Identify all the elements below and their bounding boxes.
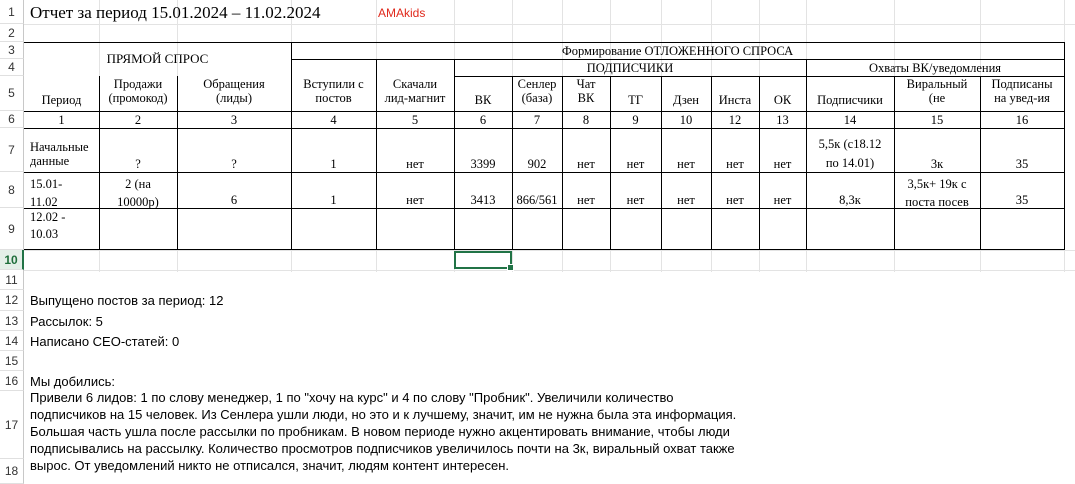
row-header-6[interactable]: 6: [0, 111, 24, 128]
row-header-18[interactable]: 18: [0, 459, 24, 484]
header-subscribers[interactable]: ПОДПИСЧИКИ: [586, 61, 674, 75]
col-header-reach-subscribers[interactable]: Подписчики: [817, 93, 883, 107]
table-cell[interactable]: нет: [626, 157, 645, 171]
table-cell[interactable]: 1: [330, 157, 337, 171]
col-header-tg[interactable]: ТГ: [628, 93, 643, 107]
col-number[interactable]: 13: [776, 113, 789, 127]
table-cell[interactable]: 35: [1015, 193, 1029, 207]
col-header-sales[interactable]: Продажи (промокод): [108, 77, 168, 105]
row-header-1[interactable]: 1: [0, 0, 24, 24]
table-cell-period[interactable]: Начальные данные: [30, 140, 89, 168]
col-header-lead-magnet[interactable]: Скачали лид-магнит: [384, 77, 446, 105]
table-cell[interactable]: ?: [231, 157, 237, 171]
report-title[interactable]: Отчет за период 15.01.2024 – 11.02.2024: [30, 3, 321, 22]
table-border: [24, 172, 1065, 173]
row-header-2[interactable]: 2: [0, 24, 24, 42]
header-deferred-demand[interactable]: Формирование ОТЛОЖЕННОГО СПРОСА: [561, 44, 794, 58]
row-header-17[interactable]: 17: [0, 391, 24, 459]
col-header-insta[interactable]: Инста: [718, 93, 752, 107]
table-cell[interactable]: нет: [406, 193, 424, 207]
col-header-notify[interactable]: Подписаны на увед-ия: [991, 77, 1053, 105]
row-header-7[interactable]: 7: [0, 128, 24, 172]
note-mailings[interactable]: Рассылок: 5: [30, 314, 103, 329]
table-cell[interactable]: 3399: [470, 157, 496, 171]
gridline: [24, 250, 1075, 251]
col-header-joined[interactable]: Вступили с постов: [303, 77, 364, 105]
table-cell[interactable]: 5,5к (с18.12 по 14.01): [818, 137, 882, 170]
col-header-period[interactable]: Период: [41, 93, 82, 107]
col-header-dzen[interactable]: Дзен: [672, 93, 699, 107]
note-seo[interactable]: Написано СЕО-статей: 0: [30, 334, 180, 349]
header-direct-demand[interactable]: ПРЯМОЙ СПРОС: [106, 51, 209, 66]
col-number[interactable]: 6: [479, 113, 487, 127]
col-header-viral[interactable]: Виральный (не: [906, 77, 968, 105]
col-number[interactable]: 12: [728, 113, 742, 127]
col-header-vk[interactable]: ВК: [474, 93, 492, 107]
table-cell[interactable]: нет: [726, 193, 744, 207]
table-cell[interactable]: 8,3к: [839, 193, 861, 207]
row-header-5[interactable]: 5: [0, 76, 24, 111]
fill-handle[interactable]: [507, 264, 514, 271]
table-border: [291, 42, 292, 250]
row-header-12[interactable]: 12: [0, 290, 24, 311]
table-cell[interactable]: нет: [677, 193, 695, 207]
table-border: [24, 42, 1065, 43]
note-posts[interactable]: Выпущено постов за период: 12: [30, 293, 224, 308]
col-number[interactable]: 5: [411, 113, 419, 127]
table-cell[interactable]: нет: [406, 157, 424, 171]
col-number[interactable]: 9: [632, 113, 639, 127]
selected-cell[interactable]: [454, 251, 512, 269]
table-cell[interactable]: 6: [230, 193, 238, 207]
table-border: [1064, 42, 1065, 250]
table-cell[interactable]: нет: [577, 157, 595, 171]
col-number[interactable]: 3: [230, 113, 238, 127]
table-border: [291, 59, 1065, 60]
col-number[interactable]: 7: [533, 113, 541, 127]
col-number[interactable]: 1: [58, 113, 65, 127]
table-cell[interactable]: нет: [626, 193, 645, 207]
row-header-11[interactable]: 11: [0, 270, 24, 290]
table-cell[interactable]: нет: [677, 157, 695, 171]
col-number[interactable]: 15: [930, 113, 944, 127]
table-cell[interactable]: 3,5к+ 19к с поста посев: [905, 177, 969, 209]
col-number[interactable]: 8: [582, 113, 590, 127]
table-cell-period[interactable]: 12.02 - 10.03: [30, 210, 66, 241]
col-header-leads[interactable]: Обращения (лиды): [203, 77, 265, 105]
row-header-16[interactable]: 16: [0, 371, 24, 391]
col-number[interactable]: 2: [134, 113, 142, 127]
col-header-chat-vk[interactable]: Чат ВК: [576, 77, 596, 105]
table-cell[interactable]: 2 (на 10000р): [117, 177, 159, 209]
col-number[interactable]: 4: [330, 113, 337, 127]
row-header-4[interactable]: 4: [0, 59, 24, 76]
table-cell[interactable]: 866/561: [516, 193, 558, 207]
row-header-10[interactable]: 10: [0, 250, 24, 270]
note-summary[interactable]: Привели 6 лидов: 1 по слову менеджер, 1 по "хочу на курс" и 4 по слову "Пробник". Увеличили количество подписчиков на 15 человек. Из Сенлера ушли люди, но это и к лучшему, значит, им не нужна была эта информация. Большая часть ушла после рассылки по пробникам. В новом периоде нужно акцентировать внимание, чтобы люди подписывались на рассылку. Количество просмотров подписчиков увеличилось почти на 3к, виральный охват также вырос. От уведомлений никто не отписался, значит, людям контент интересен.: [30, 390, 737, 473]
row-header-8[interactable]: 8: [0, 172, 24, 208]
col-header-senler[interactable]: Сенлер (база): [517, 77, 557, 105]
header-reach[interactable]: Охваты ВК/уведомления: [868, 61, 1002, 75]
col-header-ok[interactable]: ОК: [773, 93, 792, 107]
col-number[interactable]: 16: [1015, 113, 1029, 127]
gridline: [24, 24, 1075, 25]
row-header-13[interactable]: 13: [0, 311, 24, 331]
table-cell[interactable]: нет: [773, 193, 792, 207]
table-cell-period[interactable]: 15.01- 11.02: [30, 177, 63, 209]
table-cell[interactable]: 35: [1015, 157, 1029, 171]
table-cell[interactable]: нет: [773, 157, 792, 171]
row-header-3[interactable]: 3: [0, 42, 24, 59]
note-achieved[interactable]: Мы добились:: [30, 374, 116, 389]
table-cell[interactable]: нет: [726, 157, 744, 171]
table-cell[interactable]: ?: [135, 157, 141, 171]
table-border: [24, 111, 1065, 112]
row-header-9[interactable]: 9: [0, 208, 24, 250]
row-header-15[interactable]: 15: [0, 351, 24, 371]
table-border: [454, 59, 455, 250]
table-border: [24, 128, 1065, 129]
col-number[interactable]: 14: [843, 113, 857, 127]
table-border: [24, 249, 1065, 250]
table-cell[interactable]: нет: [577, 193, 595, 207]
table-cell[interactable]: 1: [330, 193, 337, 207]
brand-label[interactable]: AMAkids: [378, 6, 426, 20]
table-cell[interactable]: 3413: [470, 193, 496, 207]
table-cell[interactable]: 902: [527, 157, 547, 171]
table-cell[interactable]: 3к: [930, 157, 944, 171]
col-number[interactable]: 10: [679, 113, 693, 127]
row-header-14[interactable]: 14: [0, 331, 24, 351]
gridline: [24, 270, 1075, 271]
